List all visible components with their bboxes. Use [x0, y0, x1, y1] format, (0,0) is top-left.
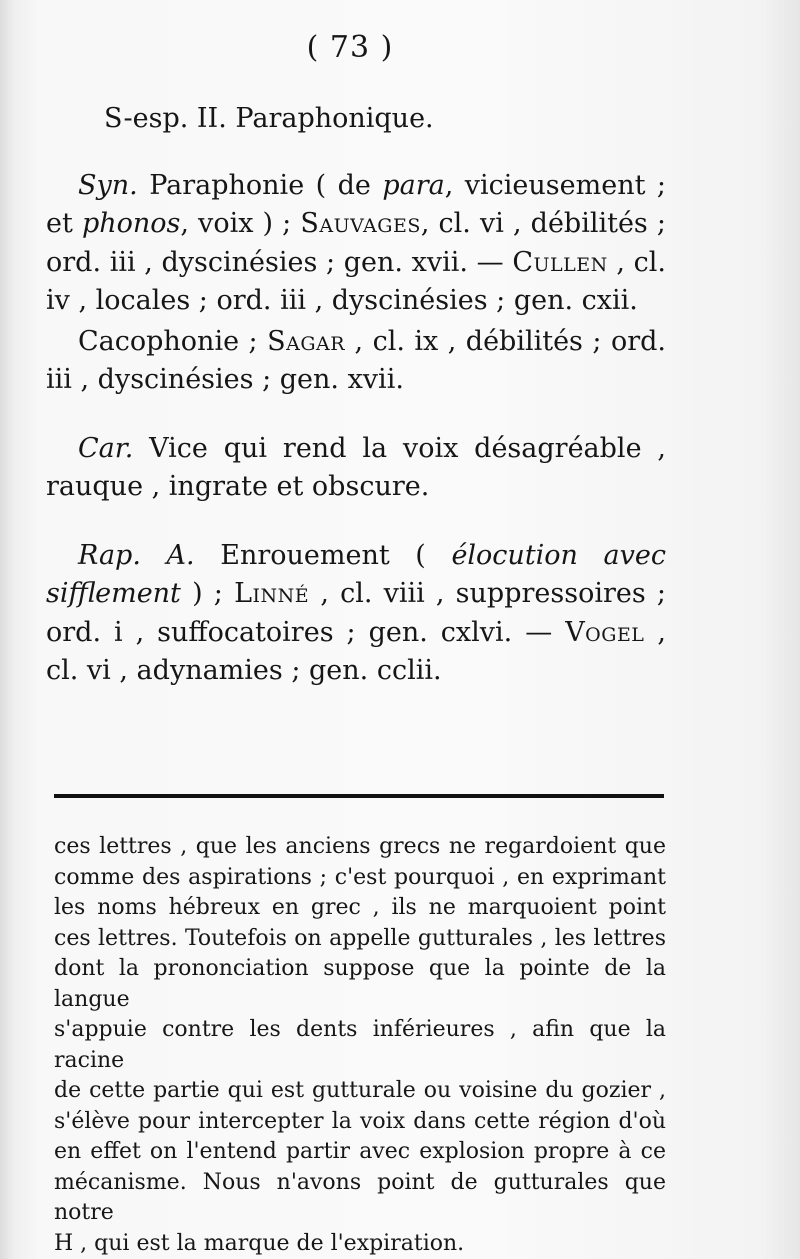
character-paragraph: Car. Vice qui rend la voix désagréable , rauque , ingrate et obscure. — [46, 432, 666, 502]
rap-letter: A. — [140, 539, 195, 571]
footnote-line: ces lettres. Toutefois on appelle gutturales , les lettres — [54, 925, 666, 951]
car-lead: Car. — [78, 432, 134, 464]
rap-lead: Rap. — [78, 539, 141, 571]
syn-lead: Syn. — [78, 169, 138, 201]
subsection-title: S-esp. II. Paraphonique. — [104, 103, 434, 134]
footnote-line: comme des aspirations ; c'est pourquoi , en exprimant — [54, 864, 666, 890]
footnote — [54, 832, 666, 1259]
author-sauvages: Sauvages — [300, 208, 421, 239]
footnote-line: dont la prononciation suppose que la pointe de la langue — [54, 956, 666, 1012]
author-vogel: Vogel — [565, 616, 645, 648]
footnote-divider — [54, 794, 664, 798]
footnote-line: s'élève pour intercepter la voix dans cette région d'où — [54, 1108, 666, 1134]
footnote-line: en effet on l'entend partir avec explosion propre à ce — [54, 1139, 666, 1164]
main-text — [46, 100, 666, 691]
footnote-line: de cette partie qui est gutturale ou voisine du gozier , — [54, 1078, 666, 1103]
term-elocution: élocution avec sifflement — [46, 539, 667, 609]
page-number: ( 73 ) — [306, 30, 394, 65]
rapprochement-paragraph: Rap. A. Enrouement ( élocution avec sifflement ) ; Linné , cl. viii , suppressoires ; ord. i , suffocatoires ; gen. cxlvi. — Vogel , cl. vi , adynamies ; gen. cclii. — [46, 539, 667, 686]
footnote-line: mécanisme. Nous n'avons point de gutturales que notre — [54, 1169, 666, 1225]
author-sagar: Sagar — [267, 325, 346, 357]
cacophonie-paragraph: Cacophonie ; Sagar , cl. ix , débilités ; ord. iii , dyscinésies ; gen. xvii. — [46, 325, 666, 395]
author-cullen: Cullen — [512, 246, 608, 278]
term-phonos: phonos — [81, 208, 181, 239]
footnote-line: ces lettres , que les anciens grecs ne regardoient que — [54, 834, 666, 859]
footnote-line: H , qui est la marque de l'expiration. — [54, 1230, 465, 1256]
footnote-line: les noms hébreux en grec , ils ne marquoient point — [54, 895, 666, 920]
synonymy-paragraph: Syn. Paraphonie ( de para, vicieusement ; et phonos, voix ) ; Sauvages, cl. vi , débilités ; ord. iii , dyscinésies ; gen. xvii. — Cullen , cl. iv , locales ; ord. iii , dyscinésies ; gen. cxii. — [46, 169, 666, 316]
term-para: para — [382, 169, 445, 201]
footnote-line: s'appuie contre les dents inférieures , afin que la racine — [54, 1017, 666, 1073]
author-linne: Linné — [234, 578, 310, 609]
